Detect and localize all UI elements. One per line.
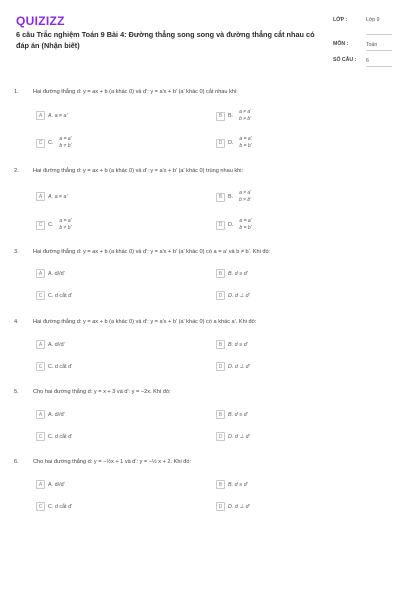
question-text: Hai đường thẳng d: y = ax + b (a khác 0) và d': y = a'x + b' (a' khác 0) có a = a' và b ≠ b'. Khi đó:	[33, 249, 271, 255]
condition-system: a = a' b = b'	[239, 218, 252, 231]
option-letter: A	[36, 269, 45, 278]
option-letter: C	[36, 139, 45, 148]
option-letter: D	[216, 221, 225, 230]
option-letter: A	[36, 480, 45, 489]
question-number: 5.	[14, 389, 19, 395]
option-c[interactable]	[36, 362, 72, 371]
option-text: B. d ≡ d'	[228, 411, 248, 418]
question-text: Cho hai đường thẳng d: y = −½x + 1 và d': y = −½ x + 2. Khi đó:	[33, 459, 192, 465]
option-text: A. d//d'	[48, 411, 65, 418]
option-d[interactable]	[216, 291, 250, 300]
subject-label: MÔN :	[333, 41, 349, 47]
option-text: D. d ⊥ d'	[228, 363, 250, 370]
option-text: D. d ⊥ d'	[228, 292, 250, 299]
quizizz-logo: QUIZIZZ	[16, 14, 65, 28]
option-letter: B	[216, 112, 225, 121]
option-letter: C	[36, 432, 45, 441]
option-text: D.	[228, 140, 234, 146]
option-text: B.	[228, 194, 234, 200]
option-text: D. d ⊥ d'	[228, 433, 250, 440]
class-underline	[366, 34, 392, 35]
option-c[interactable]	[36, 432, 72, 441]
question-number: 4.	[14, 319, 19, 325]
option-letter: C	[36, 221, 45, 230]
question-text: Hai đường thẳng d: y = ax + b (a khác 0) và d': y = a'x + b' (a' khác 0) có a khác a'. Khi đó:	[33, 319, 257, 325]
option-a[interactable]	[36, 480, 65, 489]
option-b[interactable]	[216, 190, 251, 204]
option-text: C. d cắt d'	[48, 292, 73, 299]
option-text: A. a ≠ a'	[48, 112, 68, 119]
condition-system: a ≠ a' b ≠ b'	[239, 190, 252, 203]
option-letter: A	[36, 340, 45, 349]
option-d[interactable]	[216, 136, 252, 150]
option-letter: B	[216, 340, 225, 349]
option-text: D.	[228, 222, 234, 228]
option-text: C.	[48, 222, 54, 228]
question-number: 6.	[14, 459, 19, 465]
option-a[interactable]	[36, 111, 68, 120]
option-text: A. d//d'	[48, 270, 65, 277]
option-letter: D	[216, 362, 225, 371]
option-letter: D	[216, 432, 225, 441]
option-text: C. d cắt d'	[48, 503, 73, 510]
option-text: A. a ≠ a'	[48, 193, 68, 200]
option-a[interactable]	[36, 192, 68, 201]
subject-value: Toán	[366, 42, 378, 48]
class-label: LỚP :	[333, 17, 348, 23]
option-letter: C	[36, 291, 45, 300]
option-text: B. d ≡ d'	[228, 341, 248, 348]
option-a[interactable]	[36, 340, 65, 349]
option-letter: D	[216, 502, 225, 511]
option-c[interactable]	[36, 291, 72, 300]
question-number: 2.	[14, 168, 19, 174]
option-b[interactable]	[216, 410, 248, 419]
worksheet-title: 6 câu Trắc nghiệm Toán 9 Bài 4: Đường thẳng song song và đường thẳng cắt nhau có đáp án (Nhận biết)	[16, 30, 315, 50]
count-label: SỐ CÂU :	[333, 57, 357, 63]
option-letter: B	[216, 410, 225, 419]
condition-system: a ≠ a' b ≠ b'	[239, 109, 252, 122]
option-text: C.	[48, 140, 54, 146]
option-c[interactable]	[36, 502, 72, 511]
option-text: B.	[228, 113, 234, 119]
condition-system: a = a' b ≠ b'	[59, 218, 72, 231]
question-text: Cho hai đường thẳng d: y = x + 3 và d': y = −2x. Khi đó:	[33, 389, 171, 395]
option-b[interactable]	[216, 269, 248, 278]
class-value: Lớp 9	[366, 17, 380, 23]
option-c[interactable]	[36, 136, 72, 150]
option-letter: C	[36, 362, 45, 371]
option-letter: B	[216, 193, 225, 202]
condition-system: a = a' b = b'	[239, 136, 252, 149]
option-c[interactable]	[36, 218, 72, 232]
option-letter: D	[216, 291, 225, 300]
option-text: B. d ≡ d'	[228, 481, 248, 488]
count-underline	[366, 66, 392, 67]
option-letter: B	[216, 269, 225, 278]
option-d[interactable]	[216, 218, 252, 232]
option-b[interactable]	[216, 340, 248, 349]
option-text: A. d//d'	[48, 341, 65, 348]
option-letter: A	[36, 111, 45, 120]
option-text: B. d ≡ d'	[228, 270, 248, 277]
option-d[interactable]	[216, 362, 250, 371]
question-number: 1.	[14, 89, 19, 95]
option-a[interactable]	[36, 269, 65, 278]
option-letter: C	[36, 502, 45, 511]
option-letter: D	[216, 139, 225, 148]
count-value: 6	[366, 58, 369, 64]
question-number: 3.	[14, 249, 19, 255]
option-letter: B	[216, 480, 225, 489]
option-a[interactable]	[36, 410, 65, 419]
option-text: D. d ⊥ d'	[228, 503, 250, 510]
option-text: C. d cắt d'	[48, 363, 73, 370]
option-b[interactable]	[216, 109, 251, 123]
option-b[interactable]	[216, 480, 248, 489]
option-text: C. d cắt d'	[48, 433, 73, 440]
option-text: A. d//d'	[48, 481, 65, 488]
question-text: Hai đường thẳng d: y = ax + b (a khác 0) và d': y = a'x + b' (a' khác 0) cắt nhau khi:	[33, 89, 238, 95]
question-text: Hai đường thẳng d: y = ax + b (a khác 0) và d': y = a'x + b' (a' khác 0) trùng nhau khi:	[33, 168, 244, 174]
subject-underline	[366, 50, 392, 51]
condition-system: a = a' b ≠ b'	[59, 136, 72, 149]
option-d[interactable]	[216, 502, 250, 511]
option-d[interactable]	[216, 432, 250, 441]
option-letter: A	[36, 192, 45, 201]
option-letter: A	[36, 410, 45, 419]
